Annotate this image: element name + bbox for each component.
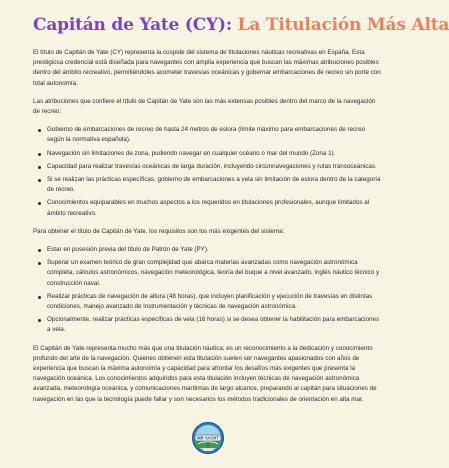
svg-text:MR YACHT: MR YACHT xyxy=(197,435,219,441)
list-item: Superar un examen teórico de gran complejidad que abarca materias avanzadas como navegación astronómica completa, cálculos astronómicos, navegación meteorológica, teoría del buque a nivel avanzado, inglés náutico técnico y construcción naval. xyxy=(47,258,383,289)
list-item: Si se realizan las prácticas específicas, gobierno de embarcaciones a vela sin limitación de eslora dentro de la categoría de recreo. xyxy=(47,175,383,195)
list-item: Navegación sin limitaciones de zona, pudiendo navegar en cualquier océano o mar del mundo (Zona 1). xyxy=(47,149,383,159)
page-title-subtitle: La Titulación Más Alta xyxy=(237,15,449,35)
conclusion-paragraph: El Capitán de Yate representa mucho más que una titulación náutica; es un reconocimiento a la dedicación y conocimiento profundo del arte de la navegación. Quienes obtienen esta titulación suelen ser navegantes apasionados con años de experiencia que buscan la máxima autonomía y capacidad para afrontar los desafíos más exigentes que presenta la navegación oceánica. Los conocimientos adquiridos para esta titulación incluyen técnicas de navegación astronómica avanzada, meteorología oceánica, y comunicaciones marítimas de largo alcance, preparando al capitán para situaciones de navegación en las que la tecnología puede fallar y son necesarios los métodos tradicionales de orientación en alta mar. xyxy=(33,344,377,403)
list-item: Conocimientos equiparables en muchos aspectos a los requeridos en titulaciones profesionales, aunque limitados al ámbito recreativo. xyxy=(47,198,383,218)
list-item: Gobierno de embarcaciones de recreo de hasta 24 metros de eslora (límite máximo para embarcaciones de recreo según la normativa española). xyxy=(47,125,383,145)
page-title-main: Capitán de Yate (CY): xyxy=(33,15,232,35)
list-item: Opcionalmente, realizar prácticas específicas de vela (16 horas) si se desea obtener la habilitación para embarcaciones a vela. xyxy=(47,315,383,335)
requirements-list xyxy=(33,245,383,336)
logo xyxy=(192,422,224,454)
attributions-intro: Las atribuciones que confiere el título de Capitán de Yate son las más extensas posibles dentro del marco de la navegación de recreo: xyxy=(33,97,376,116)
list-item: Estar en posesión previa del título de Patrón de Yate (PY). xyxy=(47,245,383,255)
requirements-intro: Para obtener el título de Capitán de Yate, los requisitos son los más exigentes del sistema: xyxy=(33,227,285,235)
intro-paragraph: El título de Capitán de Yate (CY) representa la cúspide del sistema de titulaciones náuticas recreativas en España. Esta prestigiosa credencial está diseñada para navegantes con amplia experiencia que buscan las máximas atribuciones posibles dentro del ámbito recreativo, permitiéndoles acometer travesías oceánicas y gobernar embarcaciones de recreo sin porte con total autonomía. xyxy=(33,49,381,87)
list-item: Realizar prácticas de navegación de altura (48 horas), que incluyen planificación y ejecución de travesías en distintas condiciones, manejo avanzado de instrumentación y técnicas de navegación astronómica. xyxy=(47,292,383,312)
list-item: Capacidad para realizar travesías oceánicas de larga duración, incluyendo circunnavegaciones y rutas transoceánicas. xyxy=(47,162,383,172)
attributions-list xyxy=(33,125,383,219)
yacht-school-badge-logo-icon xyxy=(192,422,224,454)
page-title xyxy=(33,14,449,36)
